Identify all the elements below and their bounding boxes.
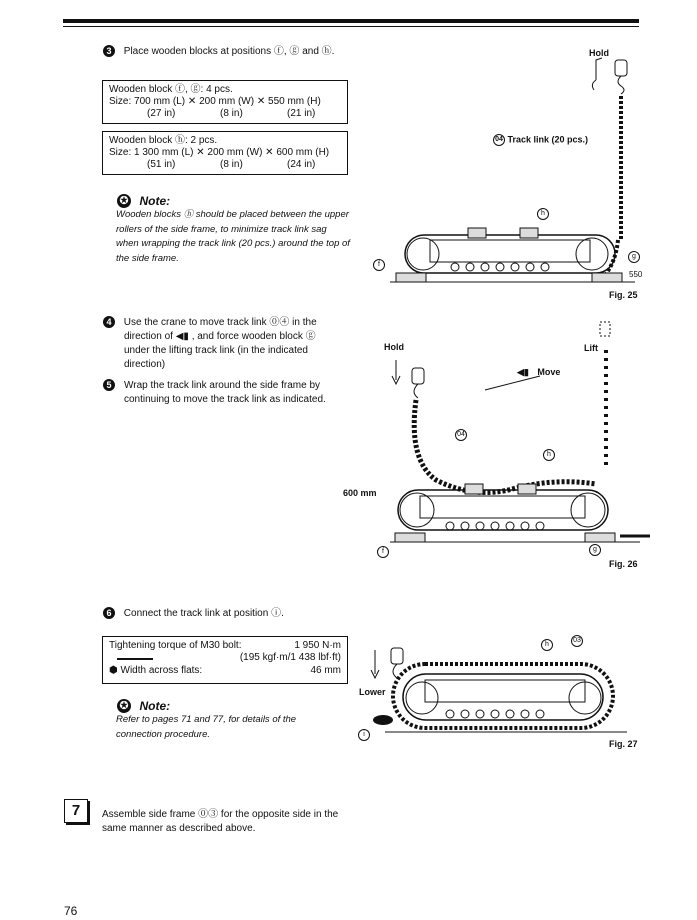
block-h-line1: Wooden block ⓗ: 2 pcs. (109, 135, 218, 146)
fig-25-hold: Hold (589, 48, 609, 58)
step-6-number: 6 (103, 607, 115, 619)
block-h-in-h: (24 in) (287, 159, 316, 170)
block-fg-spec (102, 80, 348, 124)
block-h-line2: Size: 1 300 mm (L) ✕ 200 mm (W) ✕ 600 mm (H) (109, 147, 330, 158)
top-rule-thin (63, 26, 639, 27)
fig-25-track-label (493, 134, 588, 146)
fig-27-num-03: 03 (571, 635, 583, 647)
step-6-text: Connect the track link at position ⓘ. (123, 608, 284, 619)
fig-25-label-g: g (628, 251, 640, 263)
fig-25-drawing (360, 40, 650, 300)
step-4-text-e: direction) (124, 359, 166, 370)
torque-value-1: 1 950 N·m (294, 640, 341, 651)
fig-26-caption: Fig. 26 (609, 559, 638, 569)
fig-26-label-f: f (377, 546, 389, 558)
fig-25-caption: Fig. 25 (609, 290, 638, 300)
step-4-text-d: under the lifting track link (in the indicated (124, 345, 308, 356)
fig-26-lift: Lift (584, 343, 598, 353)
step-3 (103, 45, 334, 59)
top-rule (63, 19, 639, 23)
block-h-spec (102, 131, 348, 175)
note-icon: ✪ (117, 699, 131, 713)
wrench-label: Width across flats: (120, 665, 203, 676)
fig-26-hold: Hold (384, 342, 404, 352)
block-fg-line2: Size: 700 mm (L) ✕ 200 mm (W) ✕ 550 mm (H) (109, 96, 321, 107)
note-2-title: Note: (139, 699, 171, 713)
block-fg-in-h: (21 in) (287, 108, 316, 119)
note-1-title: Note: (139, 194, 171, 208)
block-h-in-w: (8 in) (220, 159, 243, 170)
fig-26-label-h: h (543, 449, 555, 461)
block-h-in-l: (51 in) (147, 159, 176, 170)
hex-nut-icon: ⬢ (109, 665, 118, 676)
step-5-text: Wrap the track link around the side frame by continuing to move the track link as indicated. (124, 380, 326, 405)
torque-spec (102, 636, 348, 684)
fig-25-label-f: f (373, 259, 385, 271)
torque-wrench-icon (117, 658, 153, 660)
step-4-text-c: , and force wooden block ⓖ (191, 331, 316, 342)
step-4-text-b: direction of (124, 331, 173, 342)
fig-25-track-text: Track link (20 pcs.) (507, 134, 589, 145)
step-5 (103, 379, 338, 405)
step-7-text: Assemble side frame ⓪③ for the opposite side in the same manner as described above. (102, 809, 339, 834)
note-icon: ✪ (117, 194, 131, 208)
step-5-number: 5 (103, 379, 115, 391)
wrench-value: 46 mm (310, 665, 341, 676)
arrow-left-icon: ◀▮ (517, 367, 529, 377)
step-3-text: Place wooden blocks at positions ⓕ, ⓖ and ⓗ. (123, 46, 335, 57)
fig-26-track-num: 04 (455, 429, 467, 441)
fig-26-label-g: g (589, 544, 601, 556)
torque-label: Tightening torque of M30 bolt: (109, 640, 242, 651)
fig-27-drawing (355, 640, 655, 740)
fig-25-track-num: 04 (493, 134, 505, 146)
fig-25-label-h: h (537, 208, 549, 220)
step-4-text-a: Use the crane to move track link ⓪④ in the (123, 317, 317, 328)
fig-27-label-i: i (358, 729, 370, 741)
fig-27-label-h: h (541, 639, 553, 651)
fig-26-move-label (517, 367, 560, 378)
step-3-number: 3 (103, 45, 115, 57)
block-fg-line1: Wooden block ⓕ, ⓖ: 4 pcs. (109, 84, 233, 95)
fig-27-lower: Lower (359, 687, 386, 697)
torque-value-2: (195 kgf·m/1 438 lbf·ft) (239, 652, 341, 663)
note-1-text: Wooden blocks ⓗ should be placed between the upper rollers of the side frame, to minimize track link sag when wrapping the track link (20 pcs.) around the top of the side frame. (116, 209, 350, 264)
arrow-left-icon: ◀▮ (175, 331, 189, 342)
fig-27-caption: Fig. 27 (609, 739, 638, 749)
fig-26-move: Move (537, 367, 561, 377)
fig-26-drawing (370, 320, 660, 560)
fig-26-dimension: 600 mm (343, 488, 377, 498)
block-fg-in-w: (8 in) (220, 108, 243, 119)
page-number: 76 (64, 904, 78, 918)
block-fg-in-l: (27 in) (147, 108, 176, 119)
fig-25-dimension: 550 (629, 270, 643, 279)
step-6 (103, 607, 284, 621)
step-4 (103, 316, 343, 372)
note-2-text: Refer to pages 71 and 77, for details of the connection procedure. (116, 714, 297, 740)
step-7-number: 7 (64, 799, 88, 823)
step-4-number: 4 (103, 316, 115, 328)
